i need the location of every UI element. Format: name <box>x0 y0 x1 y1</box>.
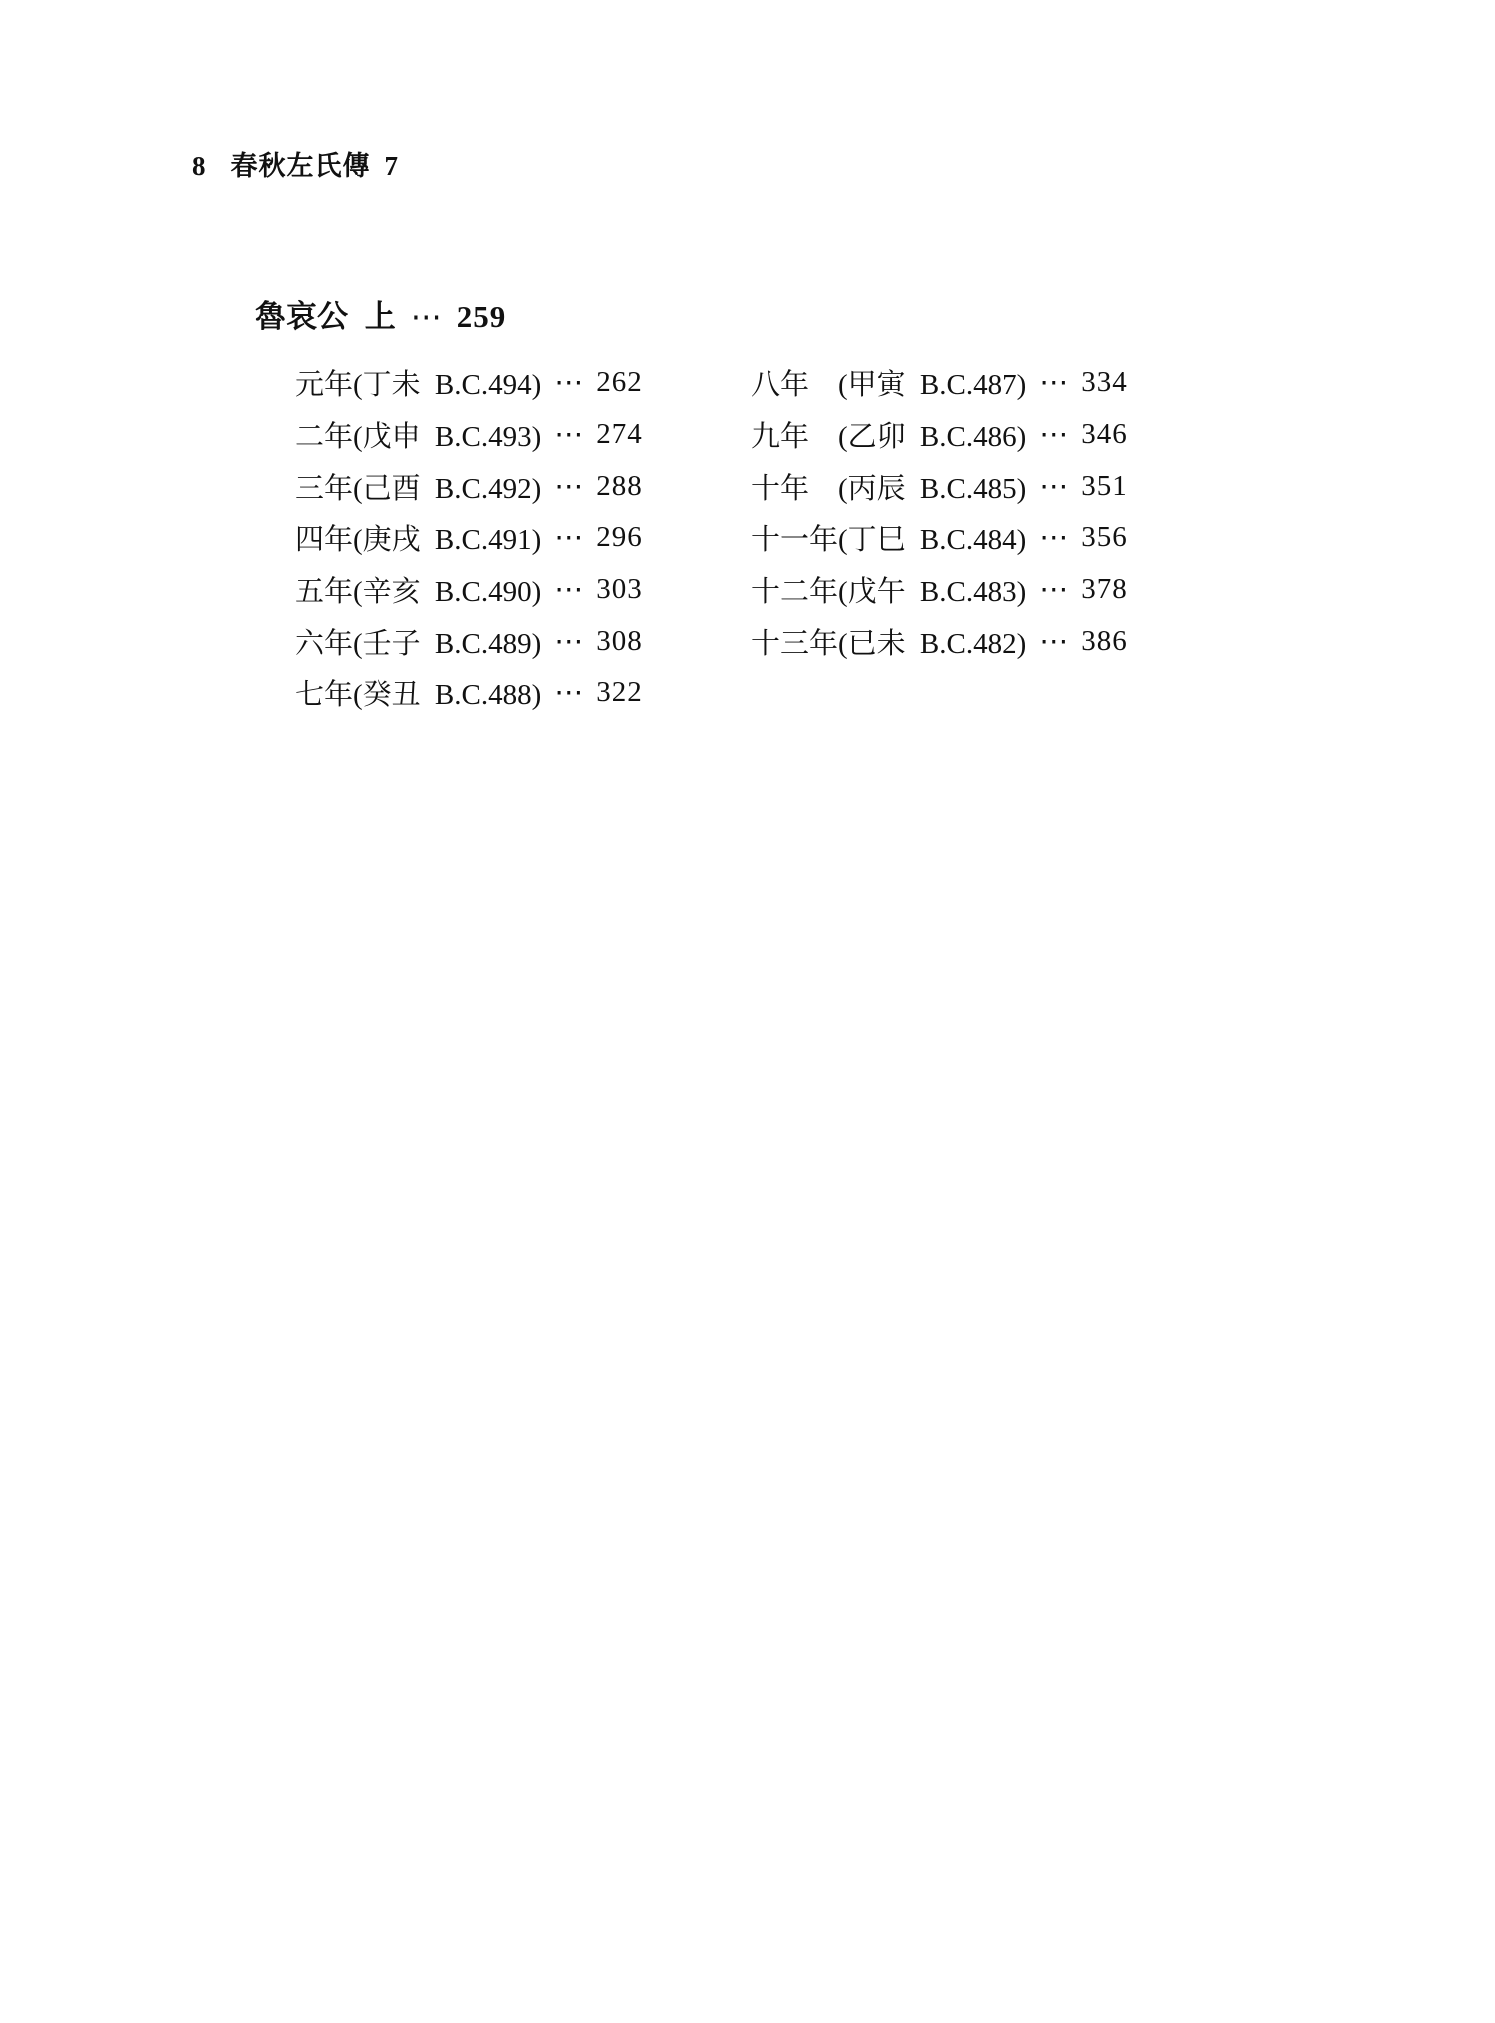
toc-entry <box>295 409 643 461</box>
section-title <box>255 299 506 335</box>
toc-entry-page: 296 <box>596 521 643 554</box>
toc-entry <box>295 564 643 616</box>
toc-entry-page: 262 <box>596 366 643 399</box>
toc-entry-label: 十年 (丙辰 B.C.485) <box>751 472 1027 505</box>
toc-ellipsis: ⋯ <box>1039 574 1069 607</box>
toc-entry-page: 386 <box>1081 624 1128 657</box>
header-volume-number: 7 <box>384 151 399 181</box>
section-ellipsis: ⋯ <box>410 299 442 334</box>
toc-entry-label: 四年(庚戌 B.C.491) <box>295 524 542 557</box>
toc-entry <box>295 512 643 564</box>
toc-entry-page: 288 <box>596 469 643 502</box>
toc-entry <box>751 357 1128 409</box>
toc-entry-page: 346 <box>1081 418 1128 451</box>
toc-entry-page: 351 <box>1081 469 1128 502</box>
toc-entry-page: 356 <box>1081 521 1128 554</box>
section-title-text: 魯哀公 上 <box>255 299 396 334</box>
running-header <box>192 150 399 182</box>
toc-entry-label: 八年 (甲寅 B.C.487) <box>751 369 1027 402</box>
toc-right-column <box>751 357 1128 667</box>
toc-entry-label: 六年(壬子 B.C.489) <box>295 627 542 660</box>
toc-entry-page: 274 <box>596 418 643 451</box>
toc-entry <box>751 460 1128 512</box>
toc-entry-label: 十二年(戊午 B.C.483) <box>751 576 1027 609</box>
toc-entry <box>751 409 1128 461</box>
toc-entry-label: 二年(戊申 B.C.493) <box>295 421 542 454</box>
toc-entry-label: 九年 (乙卯 B.C.486) <box>751 421 1027 454</box>
toc-ellipsis: ⋯ <box>554 419 584 452</box>
toc-ellipsis: ⋯ <box>554 574 584 607</box>
toc-entry-label: 七年(癸丑 B.C.488) <box>295 679 542 712</box>
toc-ellipsis: ⋯ <box>1039 522 1069 555</box>
toc-entry-label: 元年(丁未 B.C.494) <box>295 369 542 402</box>
toc-entry <box>751 615 1128 667</box>
toc-entry-label: 十三年(已未 B.C.482) <box>751 627 1027 660</box>
header-page-number: 8 <box>192 151 207 181</box>
toc-left-column <box>295 357 643 719</box>
toc-entry-page: 308 <box>596 624 643 657</box>
toc-entry-label: 十一年(丁巳 B.C.484) <box>751 524 1027 557</box>
toc-ellipsis: ⋯ <box>554 625 584 658</box>
toc-entry <box>295 460 643 512</box>
toc-entry-label: 五年(辛亥 B.C.490) <box>295 576 542 609</box>
toc-ellipsis: ⋯ <box>1039 367 1069 400</box>
toc-entry <box>295 667 643 719</box>
toc-entry-page: 303 <box>596 573 643 606</box>
toc-ellipsis: ⋯ <box>554 470 584 503</box>
toc-entry-page: 378 <box>1081 573 1128 606</box>
toc-ellipsis: ⋯ <box>554 367 584 400</box>
toc-ellipsis: ⋯ <box>1039 470 1069 503</box>
toc-ellipsis: ⋯ <box>554 522 584 555</box>
toc-entry <box>751 512 1128 564</box>
toc-entry <box>295 357 643 409</box>
header-book-title: 春秋左氏傳 <box>230 151 371 181</box>
toc-ellipsis: ⋯ <box>1039 625 1069 658</box>
toc-entry-page: 322 <box>596 676 643 709</box>
toc-ellipsis: ⋯ <box>1039 419 1069 452</box>
toc-entry-label: 三年(己酉 B.C.492) <box>295 472 542 505</box>
section-page-number: 259 <box>456 299 507 334</box>
toc-ellipsis: ⋯ <box>554 677 584 710</box>
toc-entry <box>295 615 643 667</box>
toc-entry-page: 334 <box>1081 366 1128 399</box>
toc-entry <box>751 564 1128 616</box>
